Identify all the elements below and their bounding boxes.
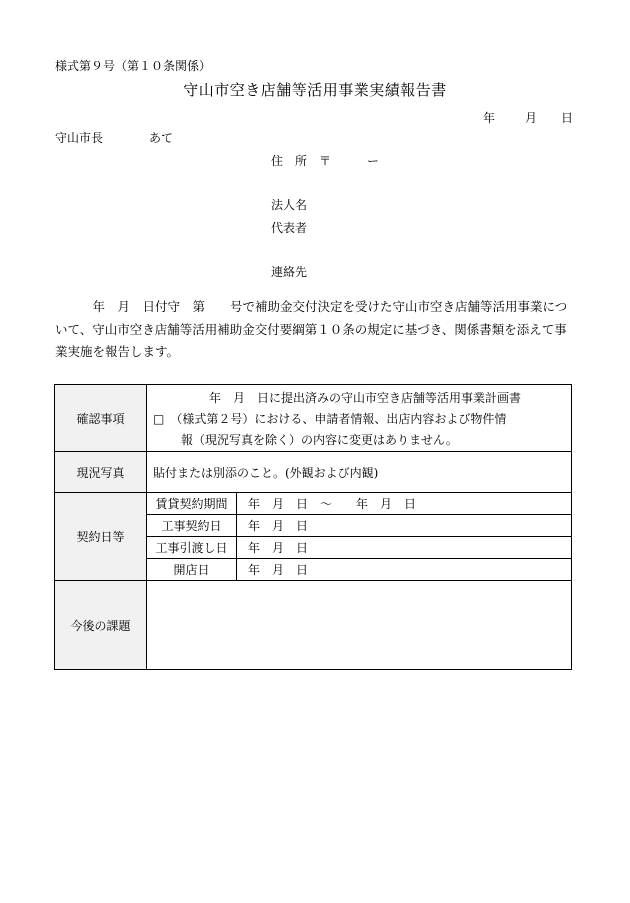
confirm-line-1: 年 月 日に提出済みの守山市空き店舗等活用事業計画書 [209, 391, 522, 405]
confirm-header: 確認事項 [55, 385, 147, 452]
addressee-ate: あて [149, 131, 174, 145]
addressee [55, 129, 173, 146]
contract-label-opening: 開店日 [147, 559, 237, 581]
confirm-row [55, 385, 572, 452]
report-table [54, 384, 572, 670]
issues-value [147, 581, 572, 670]
contract-value-opening: 年 月 日 [237, 559, 572, 581]
date-day: 日 [560, 111, 573, 125]
photo-header: 現況写真 [55, 452, 147, 493]
contract-row-lease [55, 493, 572, 515]
corporation-name-label: 法人名 [271, 198, 308, 212]
representative-label: 代表者 [271, 221, 308, 235]
address-label: 住 所 〒 ー [271, 154, 380, 168]
document-title: 守山市空き店舗等活用事業実績報告書 [183, 81, 447, 99]
date-year: 年 [482, 111, 495, 125]
form-label: 様式第９号（第１０条関係） [55, 59, 212, 73]
contract-label-construction: 工事契約日 [147, 515, 237, 537]
addressee-name: 守山市長 [55, 131, 104, 145]
photo-value: 貼付または別添のこと。(外観および内観) [147, 452, 572, 493]
date-month: 月 [524, 111, 537, 125]
contract-label-handover: 工事引渡し日 [147, 537, 237, 559]
issues-header: 今後の課題 [55, 581, 147, 670]
contract-header: 契約日等 [55, 493, 147, 581]
confirm-line-3: 報（現況写真を除く）の内容に変更はありません。 [181, 433, 458, 447]
contract-value-lease: 年 月 日 ～ 年 月 日 [237, 493, 572, 515]
contact-label: 連絡先 [271, 265, 308, 279]
issues-row [55, 581, 572, 670]
contract-value-construction: 年 月 日 [237, 515, 572, 537]
body-text: 年 月 日付守 第 号で補助金交付決定を受けた守山市空き店舗等活用事業について、守山市空き店舗等活用補助金交付要綱第１０条の規定に基づき、関係書類を添えて事業実施を報告します。 [55, 299, 568, 359]
contract-value-handover: 年 月 日 [237, 537, 572, 559]
photo-row [55, 452, 572, 493]
confirm-line-2: □ （様式第２号）における、申請者情報、出店内容および物件情 [153, 412, 507, 426]
date-line [483, 109, 573, 126]
contract-label-lease: 賃貸契約期間 [147, 493, 237, 515]
confirm-cell [147, 385, 572, 452]
